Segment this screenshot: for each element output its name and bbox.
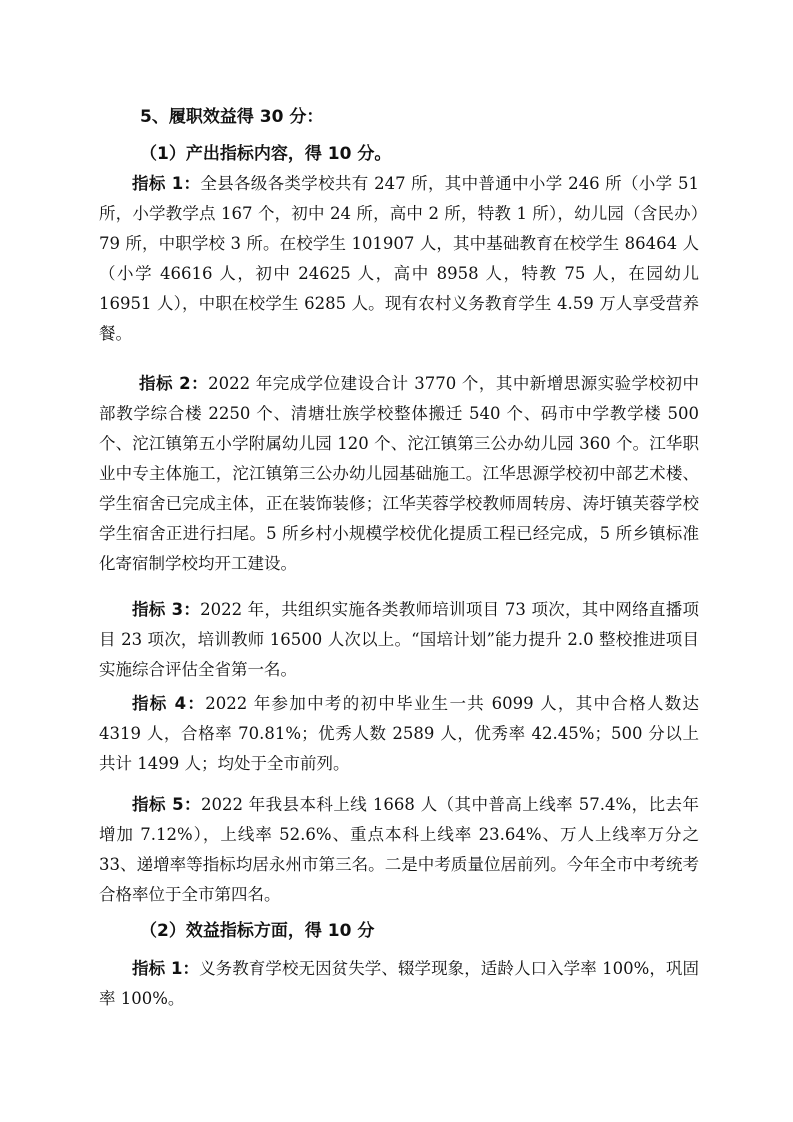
indicator-label: 指标 4： bbox=[132, 694, 206, 713]
section-title: 5、履职效益得 30 分： bbox=[140, 107, 324, 127]
indicator-text: 2022 年我县本科上线 1668 人（其中普高上线率 57.4%，比去年增加 7.12%），上线率 52.6%、重点本科上线率 23.64%、万人上线率万分之 33、递增率等指标均居永州市第三名。二是中考质量位居前列。今年全市中考统考合格率位于全市第四名。 bbox=[99, 795, 699, 904]
indicator-label: 指标 2： bbox=[139, 374, 209, 393]
indicator-label: 指标 3： bbox=[132, 600, 201, 619]
subsection-title-output: （1）产出指标内容，得 10 分。 bbox=[140, 144, 392, 164]
indicator-label: 指标 1： bbox=[132, 959, 200, 978]
indicator-label: 指标 5： bbox=[132, 795, 201, 814]
indicator-paragraph-5 bbox=[99, 790, 699, 910]
indicator-text: 2022 年参加中考的初中毕业生一共 6099 人，其中合格人数达 4319 人，合格率 70.81%；优秀人数 2589 人，优秀率 42.45%；500 分以上共计 1499 人；均处于全市前列。 bbox=[99, 694, 699, 773]
subsection-title-benefit: （2）效益指标方面，得 10 分 bbox=[140, 921, 375, 941]
indicator-paragraph-4 bbox=[99, 689, 699, 779]
indicator-text: 2022 年完成学位建设合计 3770 个，其中新增思源实验学校初中部教学综合楼 2250 个、清塘壮族学校整体搬迁 540 个、码市中学教学楼 500 个、沱江镇第五小学附属幼儿园 120 个、沱江镇第三公办幼儿园 360 个。江华职业中专主体施工，沱江镇第三公办幼儿园基础施工。江华思源学校初中部艺术楼、学生宿舍已完成主体，正在装饰装修；江华芙蓉学校教师周转房、涛圩镇芙蓉学校学生宿舍正进行扫尾。5 所乡村小规模学校优化提质工程已经完成，5 所乡镇标准化寄宿制学校均开工建设。 bbox=[99, 374, 700, 573]
benefit-indicator-paragraph-1 bbox=[99, 954, 699, 1014]
indicator-label: 指标 1： bbox=[132, 174, 201, 193]
indicator-paragraph-3 bbox=[99, 595, 699, 685]
indicator-paragraph-1 bbox=[99, 169, 699, 349]
indicator-text: 义务教育学校无因贫失学、辍学现象，适龄人口入学率 100%，巩固率 100%。 bbox=[99, 959, 699, 1008]
indicator-paragraph-2 bbox=[99, 369, 699, 579]
indicator-text: 2022 年，共组织实施各类教师培训项目 73 项次，其中网络直播项目 23 项次，培训教师 16500 人次以上。“国培计划”能力提升 2.0 整校推进项目实施综合评估全省第一名。 bbox=[99, 600, 699, 679]
indicator-text: 全县各级各类学校共有 247 所，其中普通中小学 246 所（小学 51 所，小学教学点 167 个，初中 24 所，高中 2 所，特教 1 所），幼儿园（含民办）79 所，中职学校 3 所。在校学生 101907 人，其中基础教育在校学生 86464 人（小学 46616 人，初中 24625 人，高中 8958 人，特教 75 人，在园幼儿 16951 人），中职在校学生 6285 人。现有农村义务教育学生 4.59 万人享受营养餐。 bbox=[99, 174, 699, 343]
